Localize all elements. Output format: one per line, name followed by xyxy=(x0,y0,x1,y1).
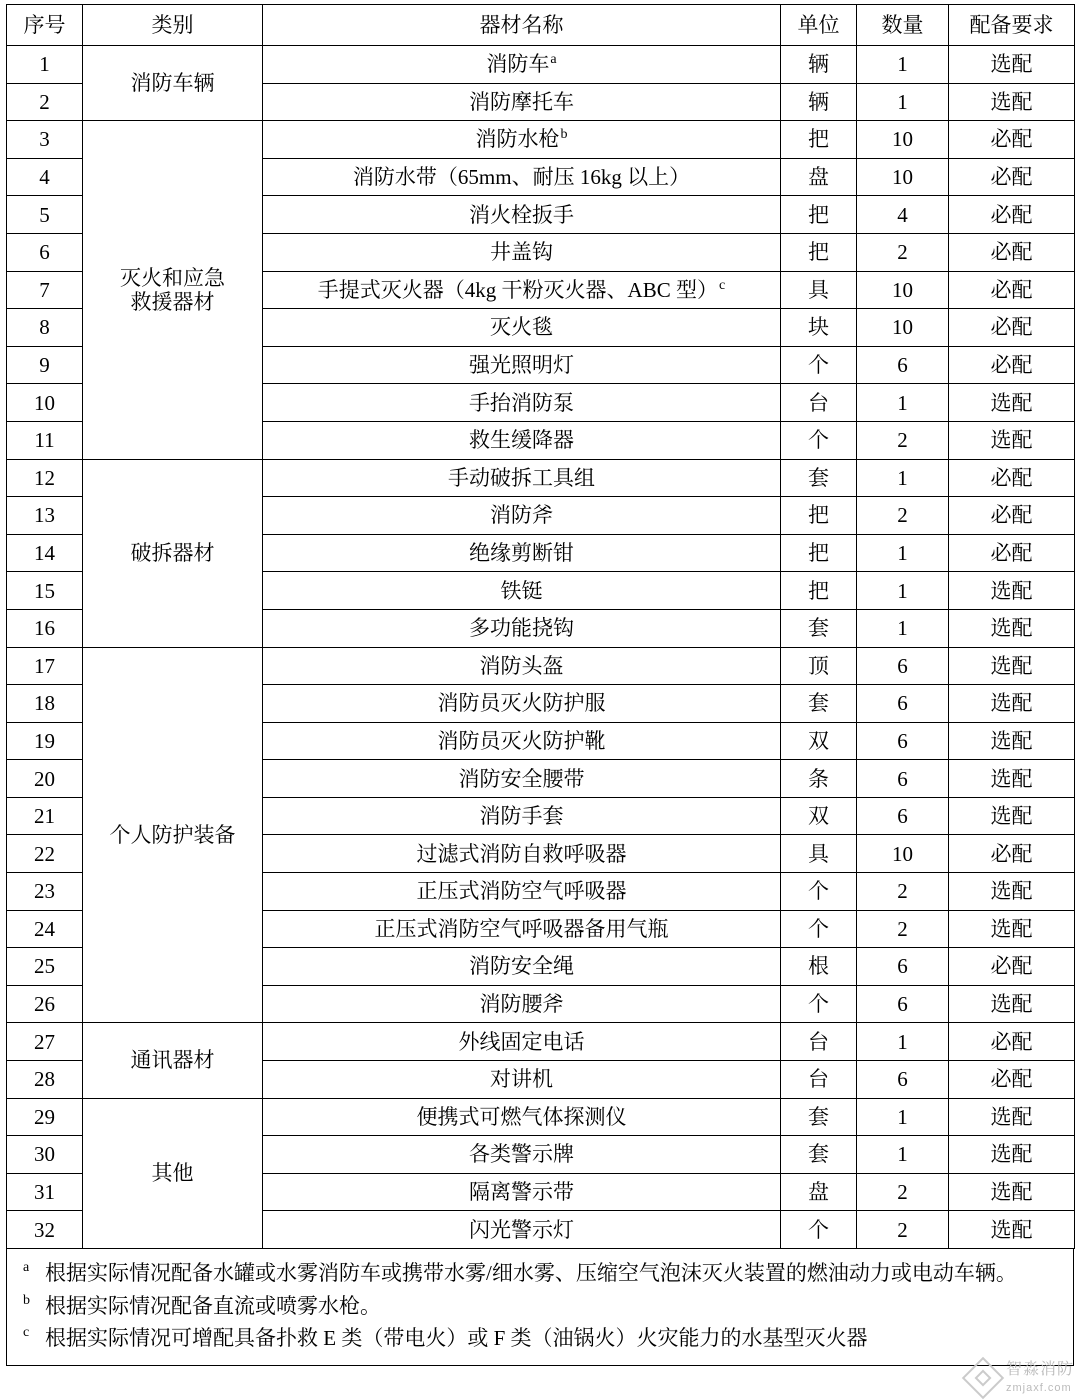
cell-requirement: 必配 xyxy=(949,1061,1075,1099)
cell-no: 16 xyxy=(7,609,83,647)
footnote-marker-a: a xyxy=(23,1260,30,1275)
cell-quantity: 10 xyxy=(857,121,949,159)
cell-requirement: 必配 xyxy=(949,497,1075,535)
cell-no: 28 xyxy=(7,1061,83,1099)
cell-unit: 盘 xyxy=(781,1173,857,1211)
cell-quantity: 2 xyxy=(857,1173,949,1211)
cell-no: 14 xyxy=(7,534,83,572)
cell-no: 1 xyxy=(7,46,83,84)
cell-requirement: 选配 xyxy=(949,722,1075,760)
cell-unit: 台 xyxy=(781,384,857,422)
column-header-qty: 数量 xyxy=(857,5,949,46)
cell-unit: 把 xyxy=(781,196,857,234)
cell-equipment-name: 绝缘剪断钳 xyxy=(263,534,781,572)
table-row xyxy=(7,46,1075,84)
cell-no: 11 xyxy=(7,421,83,459)
cell-no: 25 xyxy=(7,948,83,986)
cell-equipment-name: 隔离警示带 xyxy=(263,1173,781,1211)
cell-quantity: 1 xyxy=(857,534,949,572)
cell-no: 27 xyxy=(7,1023,83,1061)
column-header-requirement: 配备要求 xyxy=(949,5,1075,46)
cell-quantity: 10 xyxy=(857,271,949,309)
cell-category: 消防车辆 xyxy=(83,46,263,121)
column-header-name: 器材名称 xyxy=(263,5,781,46)
cell-quantity: 1 xyxy=(857,459,949,497)
watermark-main-text: 智淼消防 xyxy=(1005,1360,1074,1378)
cell-no: 13 xyxy=(7,497,83,535)
cell-requirement: 必配 xyxy=(949,835,1075,873)
cell-requirement: 选配 xyxy=(949,1211,1075,1249)
cell-requirement: 必配 xyxy=(949,271,1075,309)
column-header-no: 序号 xyxy=(7,5,83,46)
footnote-marker-c: c xyxy=(23,1325,30,1341)
cell-unit: 条 xyxy=(781,760,857,798)
cell-equipment-name: 消防员灭火防护服 xyxy=(263,685,781,723)
cell-quantity: 6 xyxy=(857,797,949,835)
cell-equipment-name: 消防安全绳 xyxy=(263,948,781,986)
cell-equipment-name: 便携式可燃气体探测仪 xyxy=(263,1098,781,1136)
cell-requirement: 必配 xyxy=(949,459,1075,497)
cell-quantity: 2 xyxy=(857,873,949,911)
cell-unit: 个 xyxy=(781,985,857,1023)
table-row xyxy=(7,1023,1075,1061)
cell-equipment-name: 过滤式消防自救呼吸器 xyxy=(263,835,781,873)
footnote-a xyxy=(23,1257,1057,1290)
cell-no: 17 xyxy=(7,647,83,685)
cell-equipment-name: 手动破拆工具组 xyxy=(263,459,781,497)
cell-no: 5 xyxy=(7,196,83,234)
cell-equipment-name: 消防水枪$^b$ xyxy=(263,121,781,159)
cell-no: 4 xyxy=(7,158,83,196)
cell-unit: 顶 xyxy=(781,647,857,685)
cell-equipment-name: 手抬消防泵 xyxy=(263,384,781,422)
cell-quantity: 6 xyxy=(857,647,949,685)
cell-quantity: 1 xyxy=(857,609,949,647)
footnote-b xyxy=(23,1290,1057,1323)
cell-no: 19 xyxy=(7,722,83,760)
cell-no: 15 xyxy=(7,572,83,610)
cell-quantity: 6 xyxy=(857,685,949,723)
footnote-text-a: 根据实际情况配备水罐或水雾消防车或携带水雾/细水雾、压缩空气泡沫灭火装置的燃油动力或电动车辆。 xyxy=(45,1261,1017,1285)
cell-no: 2 xyxy=(7,83,83,121)
cell-quantity: 10 xyxy=(857,835,949,873)
cell-requirement: 选配 xyxy=(949,384,1075,422)
cell-equipment-name: 多功能挠钩 xyxy=(263,609,781,647)
cell-unit: 个 xyxy=(781,421,857,459)
cell-unit: 套 xyxy=(781,609,857,647)
cell-requirement: 选配 xyxy=(949,421,1075,459)
cell-quantity: 6 xyxy=(857,722,949,760)
cell-unit: 个 xyxy=(781,1211,857,1249)
footnote-ref: c xyxy=(718,277,726,293)
cell-equipment-name: 消防摩托车 xyxy=(263,83,781,121)
cell-equipment-name: 井盖钩 xyxy=(263,233,781,271)
cell-unit: 套 xyxy=(781,1136,857,1174)
table-row xyxy=(7,459,1075,497)
cell-quantity: 1 xyxy=(857,46,949,84)
cell-quantity: 2 xyxy=(857,421,949,459)
cell-category: 灭火和应急 救援器材 xyxy=(83,121,263,459)
cell-no: 18 xyxy=(7,685,83,723)
cell-unit: 套 xyxy=(781,459,857,497)
cell-no: 12 xyxy=(7,459,83,497)
cell-requirement: 选配 xyxy=(949,83,1075,121)
cell-unit: 具 xyxy=(781,271,857,309)
cell-requirement: 必配 xyxy=(949,346,1075,384)
cell-unit: 具 xyxy=(781,835,857,873)
cell-equipment-name: 强光照明灯 xyxy=(263,346,781,384)
cell-equipment-name: 消防腰斧 xyxy=(263,985,781,1023)
cell-unit: 个 xyxy=(781,873,857,911)
cell-requirement: 选配 xyxy=(949,910,1075,948)
cell-unit: 辆 xyxy=(781,83,857,121)
footnote-ref: b xyxy=(560,127,568,143)
cell-equipment-name: 手提式灭火器（4kg 干粉灭火器、ABC 型）$^c$ xyxy=(263,271,781,309)
cell-unit: 双 xyxy=(781,722,857,760)
cell-quantity: 2 xyxy=(857,910,949,948)
cell-quantity: 6 xyxy=(857,1061,949,1099)
cell-requirement: 选配 xyxy=(949,797,1075,835)
cell-no: 20 xyxy=(7,760,83,798)
cell-no: 29 xyxy=(7,1098,83,1136)
cell-quantity: 2 xyxy=(857,233,949,271)
footnote-text-c: 根据实际情况可增配具备扑救 E 类（带电火）或 F 类（油锅火）火灾能力的水基型灭火器 xyxy=(45,1326,868,1351)
cell-requirement: 必配 xyxy=(949,534,1075,572)
table-row xyxy=(7,1098,1075,1136)
cell-no: 32 xyxy=(7,1211,83,1249)
cell-unit: 把 xyxy=(781,497,857,535)
cell-equipment-name: 闪光警示灯 xyxy=(263,1211,781,1249)
cell-requirement: 选配 xyxy=(949,1098,1075,1136)
cell-quantity: 2 xyxy=(857,497,949,535)
cell-equipment-name: 消防水带（65mm、耐压 16kg 以上） xyxy=(263,158,781,196)
cell-quantity: 6 xyxy=(857,760,949,798)
cell-no: 3 xyxy=(7,121,83,159)
cell-category: 破拆器材 xyxy=(83,459,263,647)
cell-equipment-name: 灭火毯 xyxy=(263,309,781,347)
cell-unit: 辆 xyxy=(781,46,857,84)
table-body xyxy=(7,46,1075,1249)
cell-no: 22 xyxy=(7,835,83,873)
cell-unit: 个 xyxy=(781,346,857,384)
cell-category: 通讯器材 xyxy=(83,1023,263,1098)
cell-equipment-name: 正压式消防空气呼吸器 xyxy=(263,873,781,911)
cell-category: 其他 xyxy=(83,1098,263,1248)
cell-unit: 根 xyxy=(781,948,857,986)
cell-requirement: 选配 xyxy=(949,1173,1075,1211)
equipment-table xyxy=(6,4,1075,1249)
cell-quantity: 6 xyxy=(857,948,949,986)
cell-unit: 个 xyxy=(781,910,857,948)
cell-requirement: 选配 xyxy=(949,1136,1075,1174)
cell-quantity: 1 xyxy=(857,1098,949,1136)
cell-no: 8 xyxy=(7,309,83,347)
cell-equipment-name: 消火栓扳手 xyxy=(263,196,781,234)
cell-no: 23 xyxy=(7,873,83,911)
cell-equipment-name: 铁铤 xyxy=(263,572,781,610)
cell-unit: 台 xyxy=(781,1061,857,1099)
cell-requirement: 必配 xyxy=(949,158,1075,196)
cell-unit: 把 xyxy=(781,121,857,159)
cell-equipment-name: 各类警示牌 xyxy=(263,1136,781,1174)
watermark-logo-icon xyxy=(961,1357,1003,1399)
cell-no: 10 xyxy=(7,384,83,422)
cell-no: 31 xyxy=(7,1173,83,1211)
watermark xyxy=(968,1361,1074,1396)
cell-quantity: 1 xyxy=(857,1023,949,1061)
footnote-marker-b: b xyxy=(23,1292,30,1308)
cell-unit: 双 xyxy=(781,797,857,835)
cell-unit: 块 xyxy=(781,309,857,347)
cell-quantity: 10 xyxy=(857,309,949,347)
table-row xyxy=(7,647,1075,685)
cell-requirement: 选配 xyxy=(949,46,1075,84)
cell-quantity: 1 xyxy=(857,384,949,422)
cell-no: 30 xyxy=(7,1136,83,1174)
cell-quantity: 2 xyxy=(857,1211,949,1249)
cell-unit: 把 xyxy=(781,572,857,610)
table-footnotes xyxy=(6,1249,1074,1366)
cell-equipment-name: 消防车$^a$ xyxy=(263,46,781,84)
cell-no: 21 xyxy=(7,797,83,835)
cell-requirement: 必配 xyxy=(949,948,1075,986)
table-row xyxy=(7,121,1075,159)
cell-equipment-name: 救生缓降器 xyxy=(263,421,781,459)
column-header-unit: 单位 xyxy=(781,5,857,46)
cell-equipment-name: 消防手套 xyxy=(263,797,781,835)
cell-unit: 套 xyxy=(781,1098,857,1136)
footnote-ref: a xyxy=(550,52,557,68)
cell-requirement: 选配 xyxy=(949,609,1075,647)
cell-equipment-name: 消防安全腰带 xyxy=(263,760,781,798)
cell-unit: 把 xyxy=(781,534,857,572)
cell-equipment-name: 对讲机 xyxy=(263,1061,781,1099)
cell-quantity: 6 xyxy=(857,346,949,384)
watermark-sub-text: zmjaxf.com xyxy=(1005,1382,1072,1395)
cell-requirement: 必配 xyxy=(949,121,1075,159)
cell-quantity: 10 xyxy=(857,158,949,196)
cell-equipment-name: 消防头盔 xyxy=(263,647,781,685)
cell-quantity: 6 xyxy=(857,985,949,1023)
cell-requirement: 选配 xyxy=(949,760,1075,798)
footnote-c xyxy=(23,1322,1057,1355)
cell-equipment-name: 消防员灭火防护靴 xyxy=(263,722,781,760)
cell-no: 7 xyxy=(7,271,83,309)
cell-no: 24 xyxy=(7,910,83,948)
cell-requirement: 必配 xyxy=(949,1023,1075,1061)
cell-unit: 把 xyxy=(781,233,857,271)
cell-equipment-name: 正压式消防空气呼吸器备用气瓶 xyxy=(263,910,781,948)
cell-requirement: 选配 xyxy=(949,873,1075,911)
cell-equipment-name: 消防斧 xyxy=(263,497,781,535)
cell-quantity: 4 xyxy=(857,196,949,234)
cell-requirement: 必配 xyxy=(949,233,1075,271)
cell-requirement: 选配 xyxy=(949,572,1075,610)
cell-no: 26 xyxy=(7,985,83,1023)
cell-equipment-name: 外线固定电话 xyxy=(263,1023,781,1061)
cell-requirement: 必配 xyxy=(949,196,1075,234)
cell-no: 6 xyxy=(7,233,83,271)
cell-quantity: 1 xyxy=(857,83,949,121)
cell-requirement: 选配 xyxy=(949,647,1075,685)
cell-no: 9 xyxy=(7,346,83,384)
cell-unit: 套 xyxy=(781,685,857,723)
cell-quantity: 1 xyxy=(857,572,949,610)
column-header-category: 类别 xyxy=(83,5,263,46)
cell-quantity: 1 xyxy=(857,1136,949,1174)
cell-requirement: 选配 xyxy=(949,985,1075,1023)
table-header-row xyxy=(7,5,1075,46)
cell-requirement: 选配 xyxy=(949,685,1075,723)
cell-unit: 台 xyxy=(781,1023,857,1061)
cell-category: 个人防护装备 xyxy=(83,647,263,1023)
cell-requirement: 必配 xyxy=(949,309,1075,347)
cell-unit: 盘 xyxy=(781,158,857,196)
footnote-text-b: 根据实际情况配备直流或喷雾水枪。 xyxy=(45,1293,381,1318)
